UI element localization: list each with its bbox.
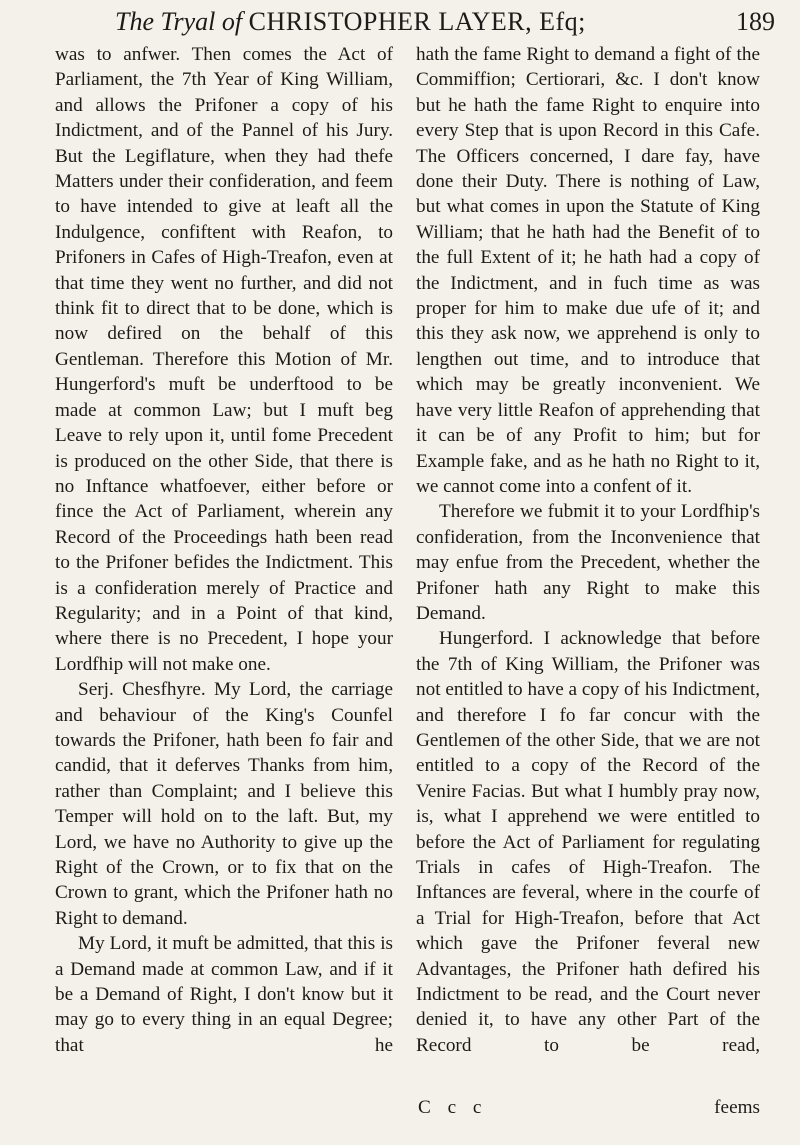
running-title-italic: The Tryal of <box>115 7 243 36</box>
signature-mark: C c c <box>418 1097 488 1118</box>
paragraph: Therefore we fubmit it to your Lordfhip's confideration, from the Inconvenience that may enfue from the Precedent, whether the Prifoner hath any Right to make this Demand. <box>416 501 760 624</box>
left-column <box>55 42 393 1058</box>
paragraph: Serj. Chesfhyre. My Lord, the carriage and behaviour of the King's Counfel towards the Prifoner, hath been fo fair and candid, that it deferves Thanks from him, rather than Complaint; and I believe this Temper will hold on to the laft. But, my Lord, we have no Authority to give up the Right of the Crown, or to fix that on the Crown to grant, which the Prifoner hath no Right to demand. <box>55 679 393 929</box>
paragraph: My Lord, it muft be admitted, that this is a Demand made at common Law, and if it be a Demand of Right, I don't know but it may go to every thing in an equal Degree; that he <box>55 933 393 1056</box>
running-header <box>115 2 775 42</box>
page-number: 189 <box>736 7 775 36</box>
running-title-caps: CHRISTOPHER LAYER, Efq; <box>248 7 586 36</box>
right-column <box>416 42 760 1058</box>
paragraph: was to anfwer. Then comes the Act of Parliament, the 7th Year of King William, and allows the Prifoner a copy of his Indictment, and of the Pannel of his Jury. But the Legiflature, when they had thefe Matters under their confideration, and feem to have intended to give at leaft all the Indulgence, confiftent with Reafon, to Prifoners in Cafes of High-Treafon, even at that time they went no further, and did not think fit to direct that to be done, which is now defired on the behalf of this Gentleman. Therefore this Motion of Mr. Hungerford's muft be underftood to be made at common Law; but I muft beg Leave to rely upon it, until fome Precedent is produced on the other Side, that there is no Inftance whatfoever, either before or fince the Act of Parliament, wherein any Record of the Proceedings hath been read to the Prifoner befides the Indictment. This is a confideration merely of Practice and Regularity; and in a Point of that kind, where there is no Precedent, I hope your Lordfhip will not make one. <box>55 44 393 675</box>
paragraph: hath the fame Right to demand a fight of the Commiffion; Certiorari, &c. I don't know but he hath the fame Right to enquire into every Step that is upon Record in this Cafe. The Officers concerned, I dare fay, have done their Duty. There is nothing of Law, but what comes in upon the Statute of King William; that he hath had the Benefit of to the full Extent of it; he hath had a copy of the Indictment, and in fuch time as was proper for him to make due ufe of it; and this they ask now, we apprehend is only to lengthen out time, and to introduce that which may be greatly inconvenient. We have very little Reafon of apprehending that it can be of any Profit to him; but for Example fake, and as he hath no Right to it, we cannot come into a confent of it. <box>416 44 760 497</box>
paragraph: Hungerford. I acknowledge that before the 7th of King William, the Prifoner was not entitled to have a copy of his Indictment, and therefore I fo far concur with the Gentlemen of the other Side, that we are not entitled to a copy of the Record of the Venire Facias. But what I humbly pray now, is, what I apprehend we were entitled to before the Act of Parliament for regulating Trials in cafes of High-Treafon. The Inftances are feveral, where in the courfe of a Trial for High-Treafon, before that Act which gave the Prifoner feveral new Advantages, the Prifoner hath defired his Indictment to be read, and the Court never denied it, to have any other Part of the Record to be read, <box>416 628 760 1056</box>
catchword: feems <box>714 1097 760 1118</box>
